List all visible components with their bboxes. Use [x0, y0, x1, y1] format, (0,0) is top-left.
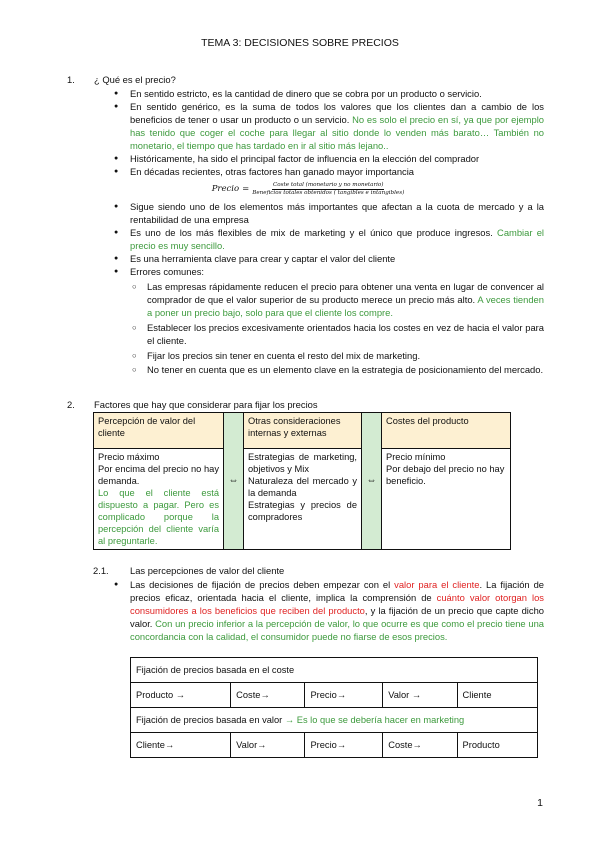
- bullet-text: , y la fijación de un precio que capte dicho valor.: [130, 605, 545, 629]
- section-number: 1.: [67, 74, 75, 85]
- sub-bullet-text: Fijar los precios sin tener en cuenta el resto del mix de marketing.: [147, 350, 421, 361]
- value-based-chain: [131, 733, 538, 758]
- bullet-item: [112, 252, 544, 265]
- pricing-approach-table: [130, 657, 538, 758]
- cell-line: Precio mínimo: [386, 452, 446, 462]
- page-number: 1: [537, 797, 543, 809]
- bullet-note: No es solo el precio en sí, ya que por ejemplo has tenido que coger el coche para llegar al sitio donde lo venden más barato… También no monetario, el tiempo que has tardado en ir al sitio más lejano..: [130, 114, 544, 151]
- sub-bullet-item: [130, 280, 544, 319]
- bullet-item: [112, 152, 544, 165]
- errors-list: [130, 280, 544, 376]
- cell-line: Naturaleza del mercado y la demanda: [248, 476, 357, 498]
- bullet-item: [112, 578, 544, 643]
- bullet-item: [112, 226, 544, 252]
- bidirectional-arrow-icon: ⇔: [362, 413, 382, 550]
- price-formula: [112, 178, 544, 200]
- bullet-text: . La fijación de precios eficaz, orientada hacia el cliente, implica la comprensión de: [130, 579, 544, 603]
- chain-cell: Precio→: [305, 683, 383, 708]
- bullet-item: [112, 200, 544, 226]
- cell-note: Lo que el cliente está dispuesto a pagar. Pero es complicado porque la percepción del cliente varía al preguntarle.: [98, 488, 219, 546]
- page-title: TEMA 3: DECISIONES SOBRE PRECIOS: [201, 37, 399, 49]
- bullet-text: Errores comunes:: [130, 266, 204, 277]
- cost-based-chain: [131, 683, 538, 708]
- chain-cell: Producto: [457, 733, 537, 758]
- factor-body-costs: [382, 449, 511, 550]
- cell-line: Estrategias y precios de compradores: [248, 500, 357, 522]
- sub-bullet-item: [130, 363, 544, 376]
- row-title-text: Fijación de precios basada en valor: [136, 714, 283, 725]
- bullet-item: [112, 165, 544, 178]
- cost-based-row-title: Fijación de precios basada en el coste: [131, 658, 538, 683]
- formula-denominator: Beneficios totales obtenidos ( tangibles e intangibles): [252, 189, 405, 196]
- bullet-item: [112, 87, 544, 100]
- chain-cell: Coste→: [231, 683, 305, 708]
- bullet-text: Sigue siendo uno de los elementos más importantes que afectan a la cuota de mercado y a la rentabilidad de una empresa: [130, 201, 544, 225]
- bullet-item: [112, 265, 544, 278]
- formula-equals: =: [242, 183, 250, 194]
- sub-bullet-item: [130, 321, 544, 347]
- row-title-note: → Es lo que se debería hacer en marketing: [284, 714, 465, 725]
- section-2-1-number: 2.1.: [93, 565, 109, 576]
- formula-numerator: Coste total (monetario y no monetario): [273, 181, 384, 188]
- section-number: 2.: [67, 399, 75, 410]
- bullet-text: En décadas recientes, otras factores han ganado mayor importancia: [130, 166, 415, 177]
- factor-header-customer: Percepción de valor del cliente: [94, 413, 224, 449]
- chain-cell: Precio→: [305, 733, 383, 758]
- cell-line: Por encima del precio no hay demanda.: [98, 464, 219, 486]
- chain-cell: Coste→: [383, 733, 457, 758]
- chain-cell: Producto →: [131, 683, 231, 708]
- cell-line: Por debajo del precio no hay beneficio.: [386, 464, 505, 486]
- bullet-text: Es una herramienta clave para crear y captar el valor del cliente: [130, 253, 396, 264]
- bullet-text: En sentido estricto, es la cantidad de dinero que se cobra por un producto o servicio.: [130, 88, 482, 99]
- bullet-note: Cambiar el precio es muy sencillo.: [130, 227, 545, 251]
- bullet-text: En sentido genérico, es la suma de todos los valores que los clientes dan a cambio de los beneficios de tener o usar un producto o un servicio.: [130, 101, 544, 125]
- chain-cell: Valor→: [231, 733, 305, 758]
- formula-lhs: Precio: [211, 183, 240, 194]
- section-title: ¿ Qué es el precio?: [94, 74, 176, 85]
- section-2-1-title: Las percepciones de valor del cliente: [130, 565, 285, 576]
- bidirectional-arrow-icon: ⇔: [224, 413, 244, 550]
- sub-bullet-note: A veces tienden a poner un precio bajo, solo para que el cliente los compre.: [147, 294, 544, 318]
- factor-body-other: [244, 449, 362, 550]
- cell-line: Precio máximo: [98, 452, 160, 462]
- highlight-text: valor para el cliente: [394, 579, 480, 590]
- sub-bullet-text: No tener en cuenta que es un elemento clave en la estrategia de posicionamiento del mercado.: [147, 364, 544, 375]
- factor-body-customer: [94, 449, 224, 550]
- sub-bullet-text: Las empresas rápidamente reducen el precio para obtener una venta en lugar de convencer al comprador de que el valor superior de su producto merece un precio más alto.: [147, 281, 544, 305]
- chain-cell: Valor →: [383, 683, 457, 708]
- bullet-text: Las decisiones de fijación de precios deben empezar con el: [130, 579, 391, 590]
- chain-cell: Cliente→: [131, 733, 231, 758]
- bullet-item: [112, 100, 544, 152]
- bullet-note: Con un precio inferior a la percepción de valor, lo que ocurre es que como el precio tiene una concordancia con la calidad, el consumidor puede no fiarse de esos precios.: [130, 618, 544, 642]
- section-1-bullets: [112, 87, 544, 376]
- chain-cell: Cliente: [457, 683, 537, 708]
- value-based-row-title: [131, 708, 538, 733]
- section-2-1-bullets: [112, 578, 544, 643]
- sub-bullet-text: Establecer los precios excesivamente orientados hacia los costes en vez de hacia el valor para el cliente.: [147, 322, 544, 346]
- formula-fraction: [252, 182, 404, 197]
- sub-bullet-item: [130, 349, 544, 362]
- cell-line: Estrategias de marketing, objetivos y Mix: [248, 452, 357, 474]
- bullet-text: Es uno de los más flexibles de mix de marketing y el único que produce ingresos.: [130, 227, 493, 238]
- factor-header-costs: Costes del producto: [382, 413, 511, 449]
- section-title: Factores que hay que considerar para fijar los precios: [94, 399, 318, 410]
- bullet-text: Históricamente, ha sido el principal factor de influencia en la elección del comprador: [130, 153, 480, 164]
- highlight-text: cuánto valor otorgan los consumidores a los beneficios que reciben del producto: [130, 592, 544, 616]
- price-factors-table: [93, 412, 511, 550]
- factor-header-other: Otras consideraciones internas y externas: [244, 413, 362, 449]
